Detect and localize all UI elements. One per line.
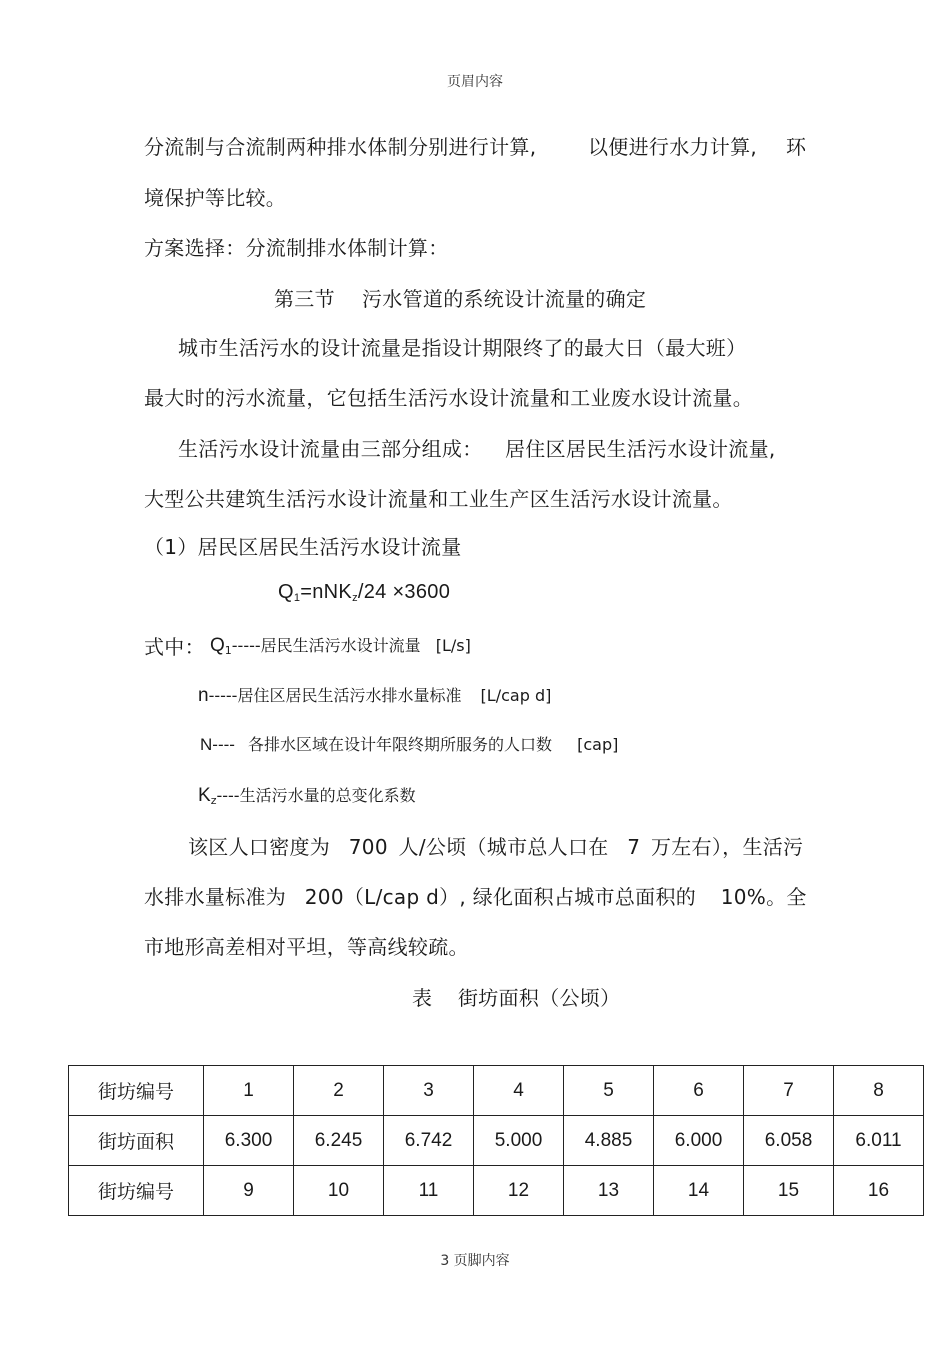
para4-a5: 万左右），生活污 — [650, 835, 804, 859]
para3-line1-b: 居住区居民生活污水设计流量, — [505, 437, 776, 461]
table-cell: 5 — [564, 1066, 654, 1116]
formula-q: Q — [278, 581, 294, 603]
para4-a1: 该区人口密度为 — [188, 835, 331, 859]
para1-line1-a: 分流制与合流制两种排水体制分别进行计算, — [144, 135, 537, 159]
table-cell: 5.000 — [474, 1116, 564, 1166]
table-cell: 11 — [384, 1166, 474, 1216]
table-caption-title: 街坊面积（公顷） — [458, 986, 621, 1010]
table-cell: 6.300 — [204, 1116, 294, 1166]
table-cell: 13 — [564, 1166, 654, 1216]
table-row — [69, 1116, 924, 1166]
table-cell: 14 — [654, 1166, 744, 1216]
para4-b2: 200（L/cap d）, 绿化面积占城市总面积的 — [304, 885, 697, 909]
para4-line2 — [144, 881, 807, 910]
page-header: 页眉内容 — [447, 74, 503, 90]
table-cell: 7 — [744, 1066, 834, 1116]
def-q-text: -----居民生活污水设计流量 — [231, 636, 421, 655]
para4-a4: 7 — [627, 835, 641, 859]
def-q-unit: [L/s] — [435, 636, 471, 655]
para1-line1-c: 环 — [786, 135, 807, 159]
table-row — [69, 1066, 924, 1116]
table-cell: 1 — [204, 1066, 294, 1116]
formula-mid: =nNK — [300, 581, 353, 603]
def-k-subscript: z — [210, 794, 217, 807]
def-q-subscript: 1 — [224, 644, 232, 657]
block-area-table — [68, 1065, 924, 1216]
def-q — [210, 633, 471, 657]
table-cell: 9 — [204, 1166, 294, 1216]
def-N-unit: [cap] — [577, 735, 619, 754]
para4-line3: 市地形高差相对平坦，等高线较疏。 — [144, 935, 469, 959]
table-cell: 16 — [834, 1166, 924, 1216]
def-N — [200, 732, 618, 755]
para4-line1 — [188, 831, 803, 860]
para1-line2: 境保护等比较。 — [144, 186, 287, 210]
table-cell: 6.742 — [384, 1116, 474, 1166]
def-n — [198, 683, 551, 707]
def-N-symbol: N---- — [200, 735, 235, 754]
def-k-symbol: K — [198, 785, 211, 806]
para3-line1-a: 生活污水设计流量由三部分组成： — [178, 437, 483, 461]
scheme-line: 方案选择：分流制排水体制计算： — [144, 236, 449, 260]
formula-q-subscript: 1 — [293, 592, 301, 604]
table-cell: 8 — [834, 1066, 924, 1116]
def-N-text: 各排水区域在设计年限终期所服务的人口数 — [248, 735, 553, 754]
def-n-unit: [L/cap d] — [480, 686, 552, 705]
table-cell: 6.000 — [654, 1116, 744, 1166]
def-q-symbol: Q — [210, 635, 225, 656]
table-caption-label: 表 — [412, 986, 433, 1010]
table-cell: 15 — [744, 1166, 834, 1216]
para3-line2: 大型公共建筑生活污水设计流量和工业生产区生活污水设计流量。 — [144, 487, 733, 511]
def-k-text: ----生活污水量的总变化系数 — [216, 786, 416, 805]
table-cell: 10 — [294, 1166, 384, 1216]
section-number: 第三节 — [274, 287, 335, 311]
item1-heading: （1）居民区居民生活污水设计流量 — [144, 535, 462, 559]
def-k — [198, 783, 416, 807]
table-cell: 4 — [474, 1066, 564, 1116]
para4-b3: 10%。全 — [720, 885, 807, 909]
para2-line2: 最大时的污水流量，它包括生活污水设计流量和工业废水设计流量。 — [144, 386, 753, 410]
page-footer: 3 页脚内容 — [440, 1253, 510, 1269]
def-n-text: -----居住区居民生活污水排水量标准 — [208, 686, 462, 705]
table-cell: 6.245 — [294, 1116, 384, 1166]
row-header: 街坊编号 — [69, 1166, 204, 1216]
defs-prefix: 式中： — [144, 635, 205, 659]
table-cell: 6 — [654, 1066, 744, 1116]
row-header: 街坊面积 — [69, 1116, 204, 1166]
section-title: 污水管道的系统设计流量的确定 — [362, 287, 647, 311]
para2-line1: 城市生活污水的设计流量是指设计期限终了的最大日（最大班） — [178, 336, 747, 360]
def-n-symbol: n — [198, 685, 209, 706]
table-cell: 12 — [474, 1166, 564, 1216]
table-cell: 4.885 — [564, 1116, 654, 1166]
para4-b1: 水排水量标准为 — [144, 885, 287, 909]
para4-a2: 700 — [348, 835, 388, 859]
formula-k-subscript: z — [352, 592, 358, 604]
table-cell: 3 — [384, 1066, 474, 1116]
table-cell: 6.011 — [834, 1116, 924, 1166]
table-cell: 2 — [294, 1066, 384, 1116]
table-cell: 6.058 — [744, 1116, 834, 1166]
formula-tail: /24 ×3600 — [357, 581, 451, 603]
row-header: 街坊编号 — [69, 1066, 204, 1116]
para4-a3: 人/公顷（城市总人口在 — [398, 835, 609, 859]
table-row — [69, 1166, 924, 1216]
formula — [278, 581, 450, 604]
para1-line1-b: 以便进行水力计算, — [588, 135, 758, 159]
